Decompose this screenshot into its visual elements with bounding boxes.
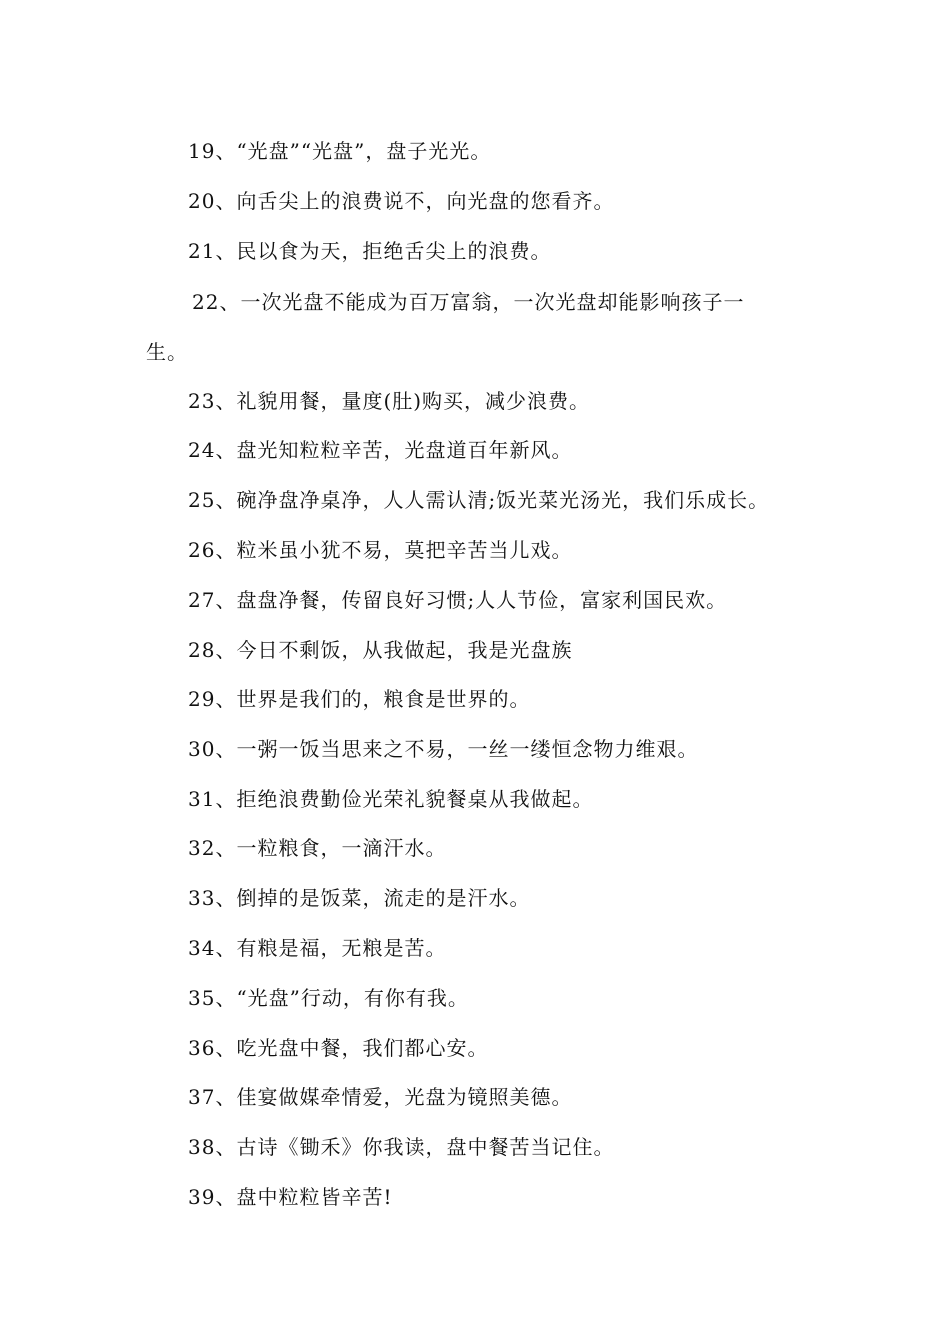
slogan-23: 23、礼貌用餐，量度(肚)购买，减少浪费。 <box>188 389 591 413</box>
slogan-35: 35、“光盘”行动，有你有我。 <box>188 986 469 1010</box>
slogan-22: 22、一次光盘不能成为百万富翁，一次光盘却能影响孩子一 <box>192 290 745 314</box>
slogan-37: 37、佳宴做媒牵情爱，光盘为镜照美德。 <box>188 1085 573 1109</box>
slogan-34: 34、有粮是福，无粮是苦。 <box>188 936 447 960</box>
slogan-24: 24、盘光知粒粒辛苦，光盘道百年新风。 <box>188 438 573 462</box>
slogan-39: 39、盘中粒粒皆辛苦! <box>188 1185 393 1209</box>
slogan-30: 30、一粥一饭当思来之不易，一丝一缕恒念物力维艰。 <box>188 737 699 761</box>
slogan-22-continuation: 生。 <box>146 340 188 364</box>
slogan-26: 26、粒米虽小犹不易，莫把辛苦当儿戏。 <box>188 538 573 562</box>
slogan-21: 21、民以食为天，拒绝舌尖上的浪费。 <box>188 239 552 263</box>
slogan-28: 28、今日不剩饭，从我做起，我是光盘族 <box>188 638 573 662</box>
slogan-32: 32、一粒粮食，一滴汗水。 <box>188 836 447 860</box>
slogan-27: 27、盘盘净餐，传留良好习惯;人人节俭，富家利国民欢。 <box>188 588 728 612</box>
slogan-36: 36、吃光盘中餐，我们都心安。 <box>188 1036 489 1060</box>
slogan-25: 25、碗净盘净桌净，人人需认清;饭光菜光汤光，我们乐成长。 <box>188 488 770 512</box>
slogan-38: 38、古诗《锄禾》你我读，盘中餐苦当记住。 <box>188 1135 615 1159</box>
slogan-29: 29、世界是我们的，粮食是世界的。 <box>188 687 531 711</box>
slogan-20: 20、向舌尖上的浪费说不，向光盘的您看齐。 <box>188 189 615 213</box>
slogan-31: 31、拒绝浪费勤俭光荣礼貌餐桌从我做起。 <box>188 787 594 811</box>
slogan-33: 33、倒掉的是饭菜，流走的是汗水。 <box>188 886 531 910</box>
slogan-19: 19、“光盘”“光盘”，盘子光光。 <box>188 139 492 163</box>
